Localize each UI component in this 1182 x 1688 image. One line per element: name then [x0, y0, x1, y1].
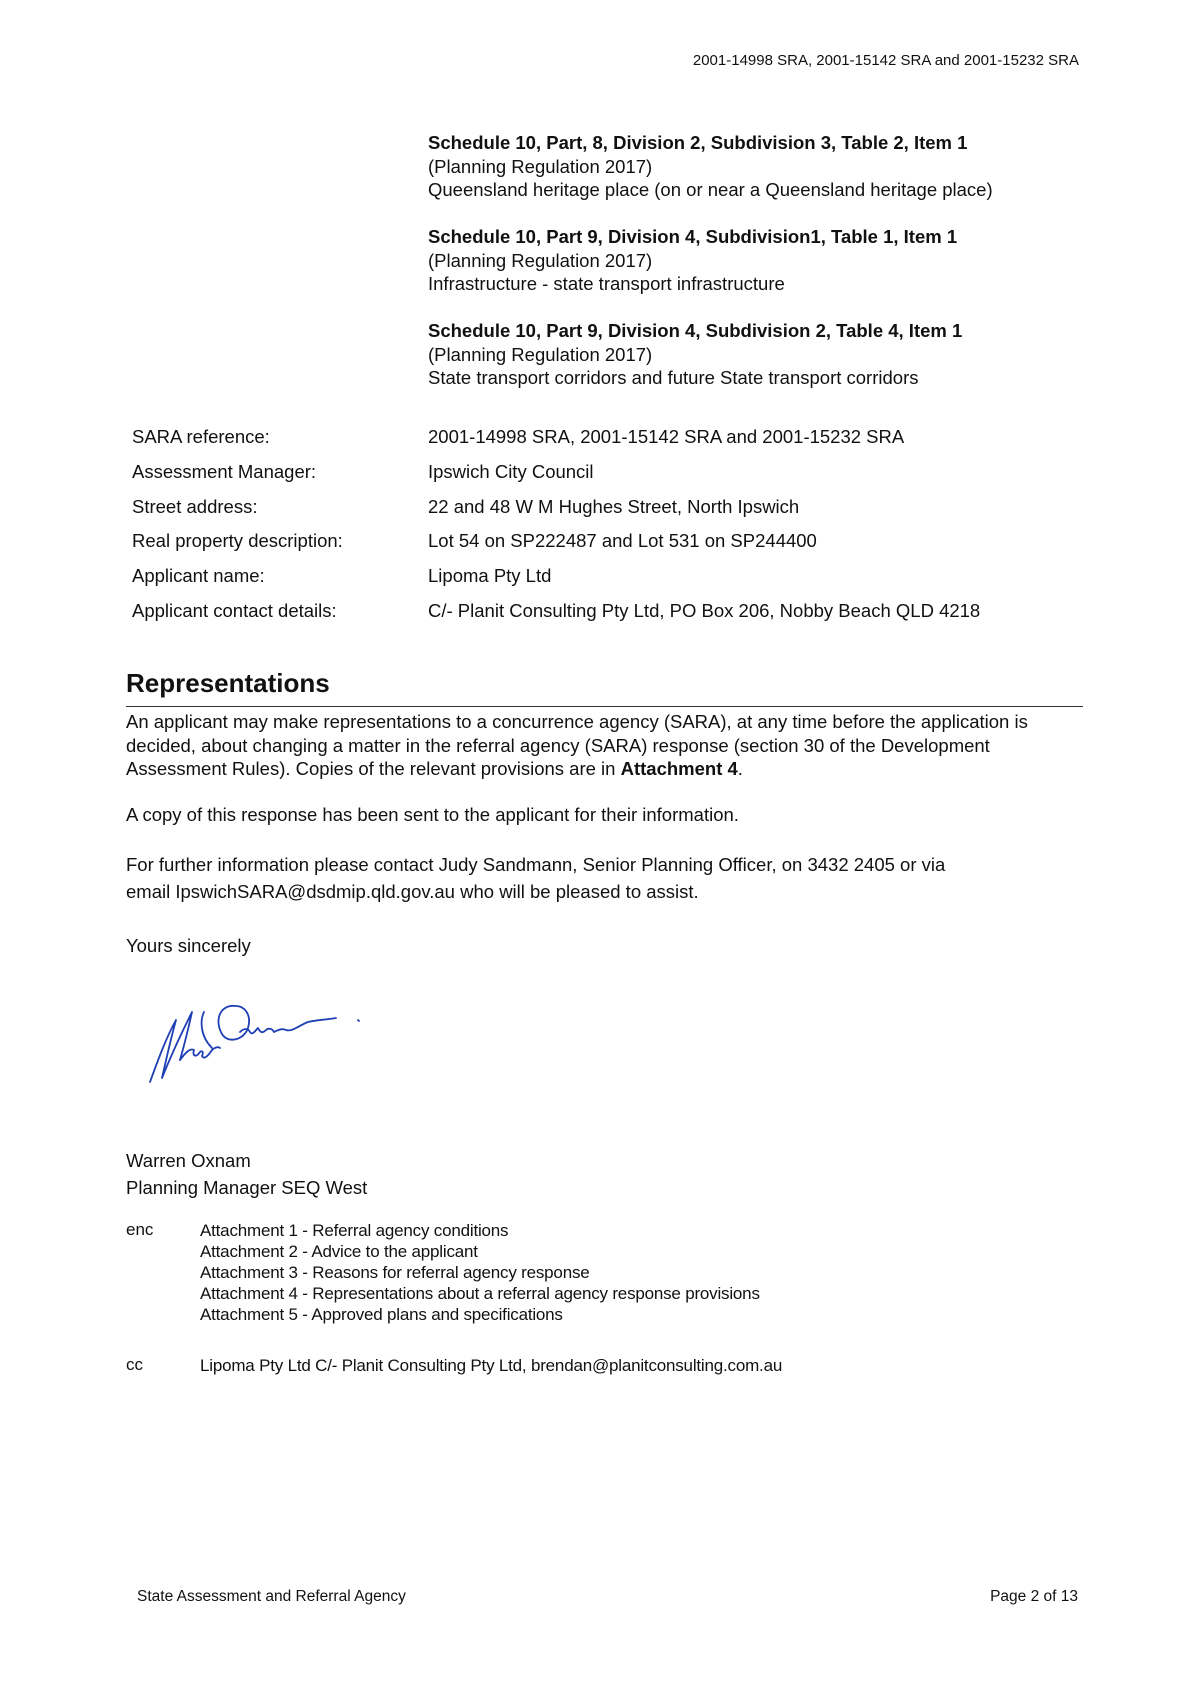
contact-line-1: For further information please contact Judy Sandmann, Senior Planning Officer, on 3432 2405 or via	[126, 854, 946, 875]
detail-value-real-property: Lot 54 on SP222487 and Lot 531 on SP244400	[428, 530, 817, 551]
footer-page-number: Page 2 of 13	[990, 1588, 1078, 1605]
schedule-block-2	[428, 225, 1108, 296]
paragraph-text-end: .	[737, 758, 743, 779]
section-title-representations: Representations	[126, 668, 330, 698]
section-divider	[126, 706, 1083, 707]
detail-label-sara-reference: SARA reference:	[132, 426, 270, 447]
schedule-heading: Schedule 10, Part, 8, Division 2, Subdivision 3, Table 2, Item 1	[428, 132, 968, 153]
enclosure-item: Attachment 4 - Representations about a referral agency response provisions	[200, 1284, 760, 1303]
closing: Yours sincerely	[126, 935, 251, 956]
schedule-block-3	[428, 319, 1108, 390]
enclosure-label: enc	[126, 1220, 154, 1239]
detail-value-applicant-name: Lipoma Pty Ltd	[428, 565, 552, 586]
footer-agency: State Assessment and Referral Agency	[137, 1588, 406, 1605]
copy-notice-paragraph: A copy of this response has been sent to the applicant for their information.	[126, 804, 739, 825]
representations-paragraph	[126, 710, 1086, 781]
detail-value-applicant-contact: C/- Planit Consulting Pty Ltd, PO Box 206, Nobby Beach QLD 4218	[428, 600, 981, 621]
enclosure-item: Attachment 1 - Referral agency conditions	[200, 1221, 509, 1240]
cc-value: Lipoma Pty Ltd C/- Planit Consulting Pty Ltd, brendan@planitconsulting.com.au	[200, 1356, 783, 1375]
handwritten-signature	[140, 990, 370, 1090]
document-reference: 2001-14998 SRA, 2001-15142 SRA and 2001-15232 SRA	[692, 52, 1079, 69]
schedule-description: Infrastructure - state transport infrastructure	[428, 273, 785, 294]
contact-line-2: email IpswichSARA@dsdmip.qld.gov.au who will be pleased to assist.	[126, 881, 699, 902]
enclosure-item: Attachment 2 - Advice to the applicant	[200, 1242, 478, 1261]
schedule-regulation: (Planning Regulation 2017)	[428, 155, 653, 177]
schedule-block-1	[428, 131, 1108, 202]
detail-label-street-address: Street address:	[132, 496, 258, 517]
cc-label: cc	[126, 1355, 143, 1374]
schedule-description: Queensland heritage place (on or near a Queensland heritage place)	[428, 179, 993, 200]
detail-label-assessment-manager: Assessment Manager:	[132, 461, 317, 482]
schedule-regulation: (Planning Regulation 2017)	[428, 343, 653, 365]
detail-value-street-address: 22 and 48 W M Hughes Street, North Ipswich	[428, 496, 800, 517]
detail-label-applicant-name: Applicant name:	[132, 565, 265, 586]
detail-label-real-property: Real property description:	[132, 530, 343, 551]
enclosure-list	[200, 1220, 760, 1325]
detail-value-sara-reference: 2001-14998 SRA, 2001-15142 SRA and 2001-15232 SRA	[428, 426, 905, 447]
signatory-title: Planning Manager SEQ West	[126, 1177, 368, 1198]
schedule-heading: Schedule 10, Part 9, Division 4, Subdivision 2, Table 4, Item 1	[428, 320, 963, 341]
signatory-name: Warren Oxnam	[126, 1150, 251, 1171]
enclosure-item: Attachment 5 - Approved plans and specifications	[200, 1305, 563, 1324]
detail-label-applicant-contact: Applicant contact details:	[132, 600, 337, 621]
enclosure-item: Attachment 3 - Reasons for referral agency response	[200, 1263, 590, 1282]
schedule-regulation: (Planning Regulation 2017)	[428, 249, 653, 271]
schedule-heading: Schedule 10, Part 9, Division 4, Subdivision1, Table 1, Item 1	[428, 226, 958, 247]
paragraph-text: An applicant may make representations to a concurrence agency (SARA), at any time before the application is decided, about changing a matter in the referral agency (SARA) response (section 30 of the Development Assessment Rules). Copies of the relevant provisions are in	[126, 711, 1028, 779]
schedule-description: State transport corridors and future State transport corridors	[428, 367, 919, 388]
attachment-reference: Attachment 4	[620, 758, 738, 779]
detail-value-assessment-manager: Ipswich City Council	[428, 461, 594, 482]
